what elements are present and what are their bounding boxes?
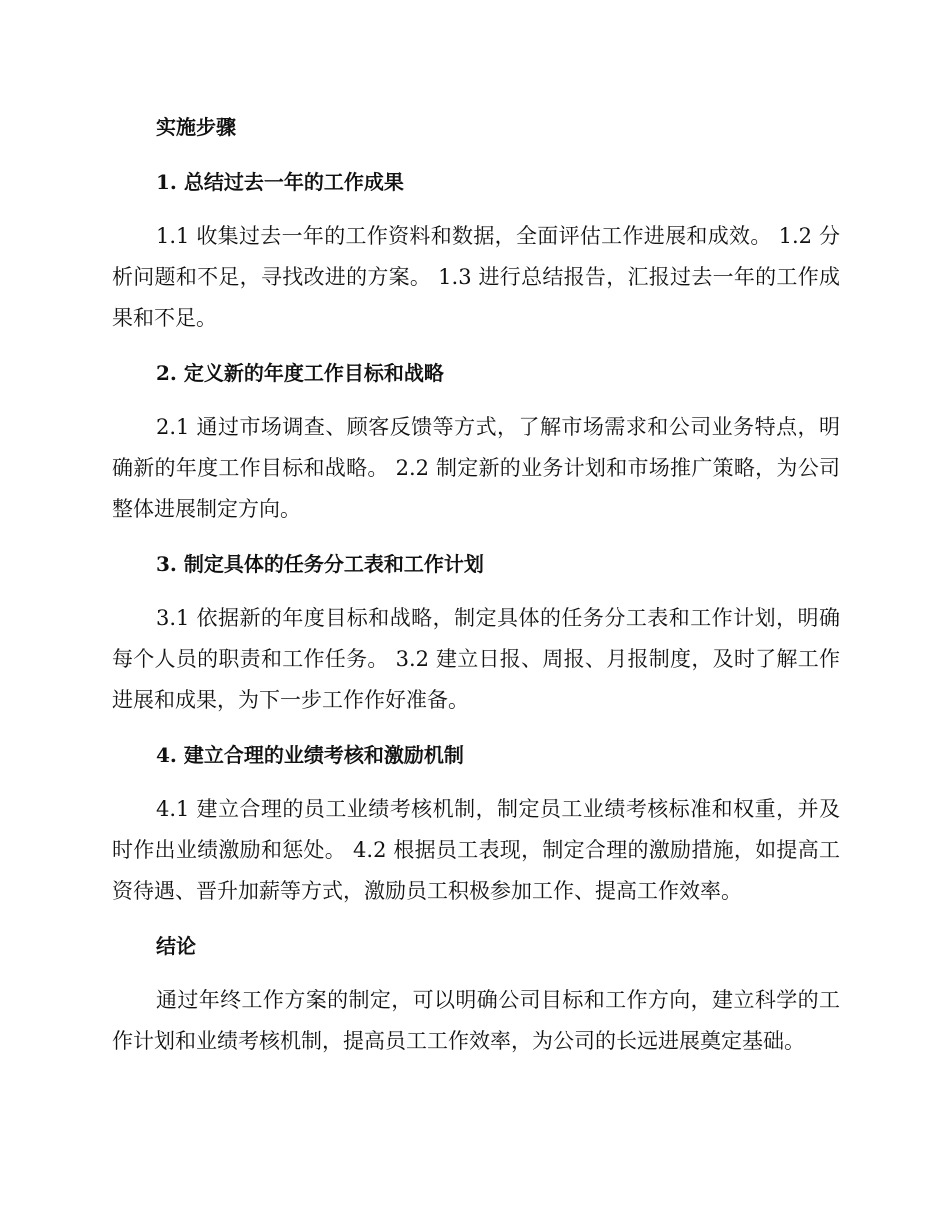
section-heading-implementation-steps: 实施步骤 bbox=[156, 115, 236, 139]
document-page bbox=[112, 106, 840, 1062]
section-heading-4: 4. 建立合理的业绩考核和激励机制 bbox=[156, 743, 464, 767]
section-paragraph-conclusion: 通过年终工作方案的制定，可以明确公司目标和工作方向，建立科学的工作计划和业绩考核机制，提高员工工作效率，为公司的长远进展奠定基础。 bbox=[112, 988, 840, 1053]
section-paragraph-3: 3.1 依据新的年度目标和战略，制定具体的任务分工表和工作计划，明确每个人员的职责和工作任务。 3.2 建立日报、周报、月报制度，及时了解工作进展和成果，为下一步工作作好准备。 bbox=[112, 606, 840, 712]
section-heading-2: 2. 定义新的年度工作目标和战略 bbox=[156, 361, 444, 385]
section-heading-1: 1. 总结过去一年的工作成果 bbox=[156, 170, 404, 194]
section-heading-conclusion: 结论 bbox=[156, 934, 196, 958]
section-paragraph-2: 2.1 通过市场调查、顾客反馈等方式，了解市场需求和公司业务特点，明确新的年度工作目标和战略。 2.2 制定新的业务计划和市场推广策略，为公司整体进展制定方向。 bbox=[112, 415, 840, 521]
section-heading-3: 3. 制定具体的任务分工表和工作计划 bbox=[156, 552, 484, 576]
section-paragraph-4: 4.1 建立合理的员工业绩考核机制，制定员工业绩考核标准和权重，并及时作出业绩激励和惩处。 4.2 根据员工表现，制定合理的激励措施，如提高工资待遇、晋升加薪等方式，激励员工积极参加工作、提高工作效率。 bbox=[112, 797, 840, 903]
section-paragraph-1: 1.1 收集过去一年的工作资料和数据，全面评估工作进展和成效。 1.2 分析问题和不足，寻找改进的方案。 1.3 进行总结报告，汇报过去一年的工作成果和不足。 bbox=[112, 224, 840, 330]
